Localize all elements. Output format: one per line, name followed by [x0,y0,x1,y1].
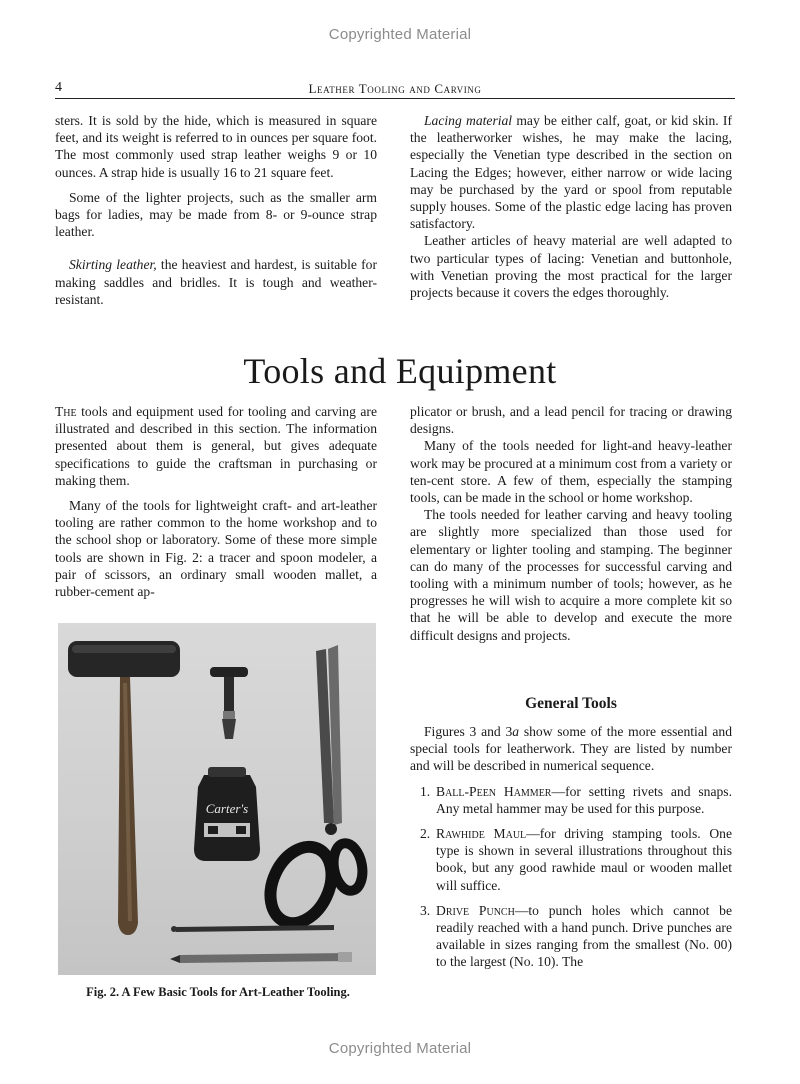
tool-name: Rawhide Maul [436,826,527,842]
running-header [55,80,735,99]
tool-description: —for driving stamping tools. One type is shown in several illustrations throughout this book, but any good rawhide maul or wooden mallet will suffice. [436,826,732,893]
paragraph: Leather articles of heavy material are well adapted to two particular types of lacing: Venetian and buttonhole, with Venetian proving the most practical for the larger projects because it covers the edges thoroughly. [410,233,732,301]
paragraph: The tools needed for leather carving and heavy tooling are slightly more specialized than those used for elementary or lighter tooling and stamping. The beginner can do many of the processes for successful carving and tooling with a minimum number of tools; however, as he progresses he will wish to acquire a more complete kit so that he will be able to develop and execute the more difficult designs and projects. [410,507,732,643]
figure-tools-photo [58,623,376,975]
paragraph [410,723,732,775]
list-item [410,783,732,817]
running-title: Leather Tooling and Carving [308,81,482,96]
paragraph: sters. It is sold by the hide, which is measured in square feet, and its weight is referred to in ounces per square foot. The most commonly used strap leather weighs 9 or 10 ounces. A strap hide is usually 16 to 21 square feet. [55,113,377,180]
tools-illustration [58,623,376,975]
copyright-watermark-top: Copyrighted Material [328,26,472,43]
paragraph [55,403,377,489]
paragraph-text: the heaviest and hardest, is suitable for making saddles and bridles. It is tough and weather-resistant. [55,257,377,307]
paragraph [410,112,732,232]
scissors-handle-right [330,841,366,893]
list-number: 3. [420,902,431,918]
paragraph-text: Figures 3 and 3 [424,724,513,739]
cement-bottle [194,775,260,861]
subsection-heading: General Tools [525,695,617,712]
top-right-column [410,112,732,309]
top-left-column [55,112,377,316]
term-italic: Lacing material [424,113,513,128]
paragraph-text: tools and equipment used for tooling and carving are illustrated and described in this section. The information presented about them is general, but gives adequate specifications to guide the craftsman in purchasing or making them. [55,404,377,488]
section-title: Tools and Equipment [243,351,557,391]
tool-description: —to punch holes which cannot be readily reached with a hand punch. Drive punches are available in sizes ranging from the smallest (No. 00) to the largest (No. 10). The [436,902,732,970]
list-number: 1. [420,783,431,799]
page-number: 4 [55,80,62,95]
paragraph-text: may be either calf, goat, or kid skin. If the leatherworker wishes, he may make the lacing, especially the Venetian type described in the section on Lacing the Edges; however, either narrow or wide lacing may be purchased by the yard or spool from reputable supply houses. Some of the plastic edge lacing has proven satisfactory. [410,113,732,232]
applicator-cap [210,667,248,677]
lead-pencil [180,953,348,963]
paragraph: Many of the tools needed for light-and heavy-leather work may be procured at a minimum cost from a variety or ten-cent store. A few of them, especially the stamping tools, can be made in the school or home workshop. [410,438,732,506]
paragraph-text: show some of the more essential and special tools for leatherwork. They are listed by number and will be described in numerical sequence. [410,724,733,774]
paragraph [55,256,377,308]
paragraph: Some of the lighter projects, such as the smaller arm bags for ladies, may be made from 8- or 9-ounce strap leather. [55,189,377,240]
tracer-modeler [176,925,334,932]
term-italic: Skirting leather, [69,257,157,273]
mid-left-column [55,403,377,608]
general-tools-column [410,723,732,979]
paragraph: plicator or brush, and a lead pencil for tracing or drawing designs. [410,404,732,437]
tool-name: Ball-Peen Hammer [436,783,552,799]
mid-right-column [410,403,732,652]
lead-word: The [55,404,77,419]
brush-icon [222,719,236,739]
bottle-label-brand: Carter's [205,801,249,816]
list-number: 2. [420,826,431,842]
list-item [410,825,732,894]
tool-name: Drive Punch [436,902,515,918]
figure-caption: Fig. 2. A Few Basic Tools for Art-Leather Tooling. [86,985,350,999]
list-item [410,902,732,971]
paragraph: Many of the tools for lightweight craft- and art-leather tooling are rather common to the home workshop and to the school shop or laboratory. Some of these more simple tools are shown in Fig. 2: a tracer and spoon modeler, a pair of scissors, an ordinary small wooden mallet, a rubber-cement ap- [55,498,377,600]
tools-list [410,783,732,971]
copyright-watermark-bottom: Copyrighted Material [328,1040,472,1057]
figure-suffix: a [512,724,520,739]
tool-description: —for setting rivets and snaps. Any metal hammer may be used for this purpose. [436,783,732,816]
